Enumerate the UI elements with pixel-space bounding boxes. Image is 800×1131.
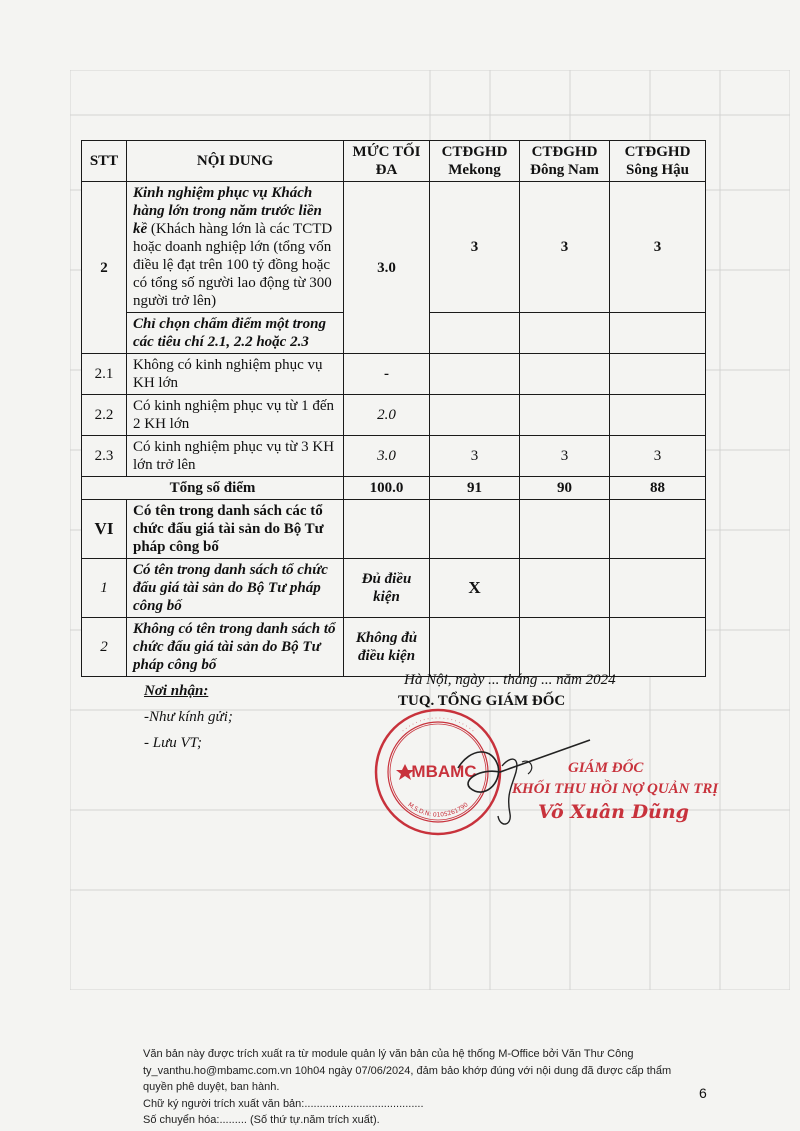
evaluation-table: [81, 140, 706, 677]
table-header-row: [82, 141, 706, 182]
seal-code-text: M.S.D.N: 0105261790: [406, 801, 470, 819]
total-label: Tổng số điểm: [82, 477, 344, 500]
signer-division: KHỐI THU HỒI NỢ QUẢN TRỊ: [512, 781, 719, 797]
recipient-line: - Lưu VT;: [144, 735, 203, 751]
row22-max: 2.0: [344, 395, 430, 436]
row23-max: 3.0: [344, 436, 430, 477]
table-row: [82, 500, 706, 559]
row21-empty-cell: [430, 354, 520, 395]
total-max: 100.0: [344, 477, 430, 500]
row21-empty-cell: [520, 354, 610, 395]
row2-note: Chỉ chọn chấm điểm một trong các tiêu chí 2.1, 2.2 hoặc 2.3: [127, 313, 344, 354]
footer-line: Số chuyển hóa:......... (Số thứ tự.năm trích xuất).: [143, 1114, 380, 1126]
rowVI2-empty-cell: [520, 618, 610, 677]
row23-stt: 2.3: [82, 436, 127, 477]
seal-ring-text: · · · · · · · · · · · · · · · · · · · ·: [400, 715, 476, 735]
rowVI2-max: Không đủ điều kiện: [344, 618, 430, 677]
footer-line: Văn bản này được trích xuất ra từ module quản lý văn bản của hệ thống M-Office bởi Văn Thư Công: [143, 1048, 634, 1060]
rowVI-empty-cell: [610, 500, 706, 559]
rowVI2-empty-cell: [610, 618, 706, 677]
table-row: [82, 559, 706, 618]
recipient-line: -Như kính gửi;: [144, 709, 233, 725]
row21-text: Không có kinh nghiệm phục vụ KH lớn: [127, 354, 344, 395]
row2-dong-nam: 3: [520, 182, 610, 313]
signer-name: Võ Xuân Dũng: [538, 801, 689, 823]
seal-brand-text: MBAMC: [411, 762, 477, 781]
rowVI1-mekong: X: [430, 559, 520, 618]
total-mekong: 91: [430, 477, 520, 500]
rowVI-stt: VI: [82, 500, 127, 559]
signer-authority: TUQ. TỔNG GIÁM ĐỐC: [398, 693, 566, 709]
rowVI-empty-cell: [520, 500, 610, 559]
rowVI2-empty-cell: [430, 618, 520, 677]
table-row: [82, 436, 706, 477]
row22-empty-cell: [610, 395, 706, 436]
extraction-footer: [143, 1046, 683, 1129]
rowVI-empty-cell: [430, 500, 520, 559]
rowVI-empty-cell: [344, 500, 430, 559]
table-row: [82, 182, 706, 313]
page-number: 6: [699, 1085, 707, 1101]
signer-role: GIÁM ĐỐC: [568, 760, 644, 776]
header-mekong: CTĐGHD Mekong: [430, 141, 520, 182]
rowVI1-stt: 1: [82, 559, 127, 618]
row2-empty-cell: [520, 313, 610, 354]
rowVI1-empty-cell: [610, 559, 706, 618]
rowVI-text: Có tên trong danh sách các tổ chức đấu giá tài sản do Bộ Tư pháp công bố: [127, 500, 344, 559]
row23-text: Có kinh nghiệm phục vụ từ 3 KH lớn trở lên: [127, 436, 344, 477]
rowVI2-text: Không có tên trong danh sách tổ chức đấu giá tài sản do Bộ Tư pháp công bố: [127, 618, 344, 677]
row2-empty-cell: [430, 313, 520, 354]
row22-text: Có kinh nghiệm phục vụ từ 1 đến 2 KH lớn: [127, 395, 344, 436]
recipients-block: [144, 678, 233, 756]
row22-empty-cell: [520, 395, 610, 436]
recipients-title: Nơi nhận:: [144, 683, 209, 699]
row2-mekong: 3: [430, 182, 520, 313]
row21-stt: 2.1: [82, 354, 127, 395]
header-noi-dung: NỘI DUNG: [127, 141, 344, 182]
row23-mekong: 3: [430, 436, 520, 477]
row2-empty-cell: [610, 313, 706, 354]
header-muc-toi-da: MỨC TỐI ĐA: [344, 141, 430, 182]
header-dong-nam: CTĐGHD Đông Nam: [520, 141, 610, 182]
footer-line: ty_vanthu.ho@mbamc.com.vn 10h04 ngày 07/06/2024, đảm bảo khớp đúng với nội dung đã được cấp thẩm: [143, 1064, 672, 1077]
table-row-total: [82, 477, 706, 500]
rowVI1-text: Có tên trong danh sách tổ chức đấu giá tài sản do Bộ Tư pháp công bố: [127, 559, 344, 618]
row2-song-hau: 3: [610, 182, 706, 313]
footer-line: Chữ ký người trích xuất văn bản:.......................................: [143, 1097, 424, 1110]
row2-title-rest: (Khách hàng lớn là các TCTD hoặc doanh nghiệp lớn (tổng vốn điều lệ đạt trên 100 tỷ đồng hoặc có tổng số người lao động từ 300 người trở lên): [133, 221, 333, 309]
row2-stt: 2: [82, 182, 127, 354]
row2-title-bold: Kinh nghiệm phục vụ Khách hàng lớn trong năm trước liền kề: [133, 185, 322, 237]
table-row: [82, 395, 706, 436]
row22-empty-cell: [430, 395, 520, 436]
row21-empty-cell: [610, 354, 706, 395]
rowVI1-empty-cell: [520, 559, 610, 618]
total-song-hau: 88: [610, 477, 706, 500]
total-dong-nam: 90: [520, 477, 610, 500]
table-row: [82, 618, 706, 677]
rowVI1-max: Đủ điều kiện: [344, 559, 430, 618]
header-stt: STT: [82, 141, 127, 182]
table-row: [82, 354, 706, 395]
signing-date: Hà Nội, ngày ... tháng ... năm 2024: [404, 672, 616, 688]
row23-song-hau: 3: [610, 436, 706, 477]
footer-line: quyền phê duyệt, ban hành.: [143, 1081, 280, 1093]
header-song-hau: CTĐGHD Sông Hậu: [610, 141, 706, 182]
rowVI2-stt: 2: [82, 618, 127, 677]
row2-content: [127, 182, 344, 313]
row21-max: -: [344, 354, 430, 395]
row23-dong-nam: 3: [520, 436, 610, 477]
row2-max: 3.0: [344, 182, 430, 354]
row22-stt: 2.2: [82, 395, 127, 436]
